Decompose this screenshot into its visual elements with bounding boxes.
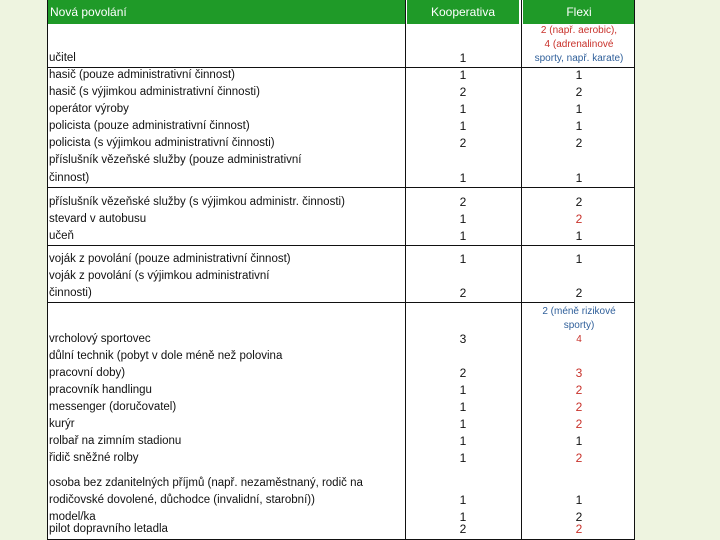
occupation-name: učeň — [49, 230, 74, 242]
kooperativa-value: 1 — [459, 229, 467, 243]
flexi-value: 2 — [575, 195, 583, 209]
kooperativa-value: 1 — [459, 417, 467, 431]
occupation-name: rodičovské dovolené, důchodce (invalidní, starobní)) — [49, 494, 315, 506]
flexi-value: 1 — [575, 252, 583, 266]
table-row — [47, 475, 635, 492]
table-row — [47, 170, 635, 187]
table-row — [47, 348, 635, 365]
occupation-name: kurýr — [49, 418, 75, 430]
occupation-name: učitel — [49, 52, 76, 64]
kooperativa-value: 2 — [459, 136, 467, 150]
kooperativa-value: 1 — [459, 434, 467, 448]
kooperativa-value: 1 — [459, 451, 467, 465]
flexi-value: 2 — [575, 417, 583, 431]
note-line: 2 (méně rizikové — [542, 306, 616, 317]
occupation-name: řidič sněžné rolby — [49, 452, 139, 464]
kooperativa-value: 2 — [459, 85, 467, 99]
kooperativa-value: 1 — [459, 119, 467, 133]
occupation-name: stevard v autobusu — [49, 213, 147, 225]
note-line: sporty) — [563, 320, 595, 331]
kooperativa-value: 1 — [459, 102, 467, 116]
flexi-value: 1 — [575, 68, 583, 82]
flexi-value: 2 — [575, 136, 583, 150]
occupation-name: hasič (s výjimkou administrativní činnosti) — [49, 86, 260, 98]
occupation-name: hasič (pouze administrativní činnost) — [49, 69, 235, 81]
occupation-name: policista (s výjimkou administrativní činnosti) — [49, 137, 275, 149]
table-row — [47, 251, 635, 268]
kooperativa-value: 2 — [459, 522, 467, 536]
flexi-value: 2 — [575, 400, 583, 414]
note-line: 2 (např. aerobic), — [540, 25, 618, 36]
occupation-name: voják z povolání (pouze administrativní činnost) — [49, 253, 291, 265]
kooperativa-value: 2 — [459, 286, 467, 300]
flexi-value: 1 — [575, 493, 583, 507]
occupation-name: model/ka — [49, 511, 96, 523]
occupation-name: činnost) — [49, 172, 90, 184]
flexi-value: 2 — [575, 383, 583, 397]
flexi-value: 2 — [575, 286, 583, 300]
occupation-name: voják z povolání (s výjimkou administrativní — [49, 270, 270, 282]
table-row — [47, 450, 635, 467]
kooperativa-value: 1 — [459, 171, 467, 185]
occupation-name: osoba bez zdanitelných příjmů (např. nezaměstnaný, rodič na — [49, 477, 363, 489]
flexi-value: 1 — [575, 102, 583, 116]
table-row — [47, 118, 635, 135]
kooperativa-value: 2 — [459, 366, 467, 380]
occupation-name: messenger (doručovatel) — [49, 401, 177, 413]
header-nova-povolani: Nová povolání — [47, 0, 406, 24]
occupation-name: pracovní doby) — [49, 367, 126, 379]
kooperativa-value: 1 — [459, 68, 467, 82]
flexi-value: 1 — [575, 229, 583, 243]
occupation-name: příslušník vězeňské služby (s výjimkou administr. činnosti) — [49, 196, 345, 208]
kooperativa-value: 1 — [459, 252, 467, 266]
kooperativa-value: 1 — [459, 510, 467, 524]
group-divider — [47, 245, 635, 246]
kooperativa-value: 1 — [459, 493, 467, 507]
flexi-value: 2 — [575, 212, 583, 226]
header-kooperativa: Kooperativa — [407, 0, 519, 24]
header-flexi: Flexi — [523, 0, 635, 24]
table-row — [47, 433, 635, 450]
occupation-name: pilot dopravního letadla — [49, 523, 168, 535]
table-row — [47, 416, 635, 433]
table-row — [47, 84, 635, 101]
flexi-value: 2 — [575, 85, 583, 99]
flexi-value: 2 — [575, 451, 583, 465]
table-row — [47, 331, 635, 348]
table-row — [47, 521, 635, 538]
occupation-name: příslušník vězeňské služby (pouze administrativní — [49, 154, 302, 166]
kooperativa-value: 1 — [459, 51, 467, 65]
occupation-name: rolbař na zimním stadionu — [49, 435, 182, 447]
table-row — [47, 135, 635, 152]
table-row — [47, 285, 635, 302]
table-row — [47, 50, 635, 67]
occupation-table — [47, 0, 635, 540]
occupation-name: vrcholový sportovec — [49, 333, 151, 345]
group-divider — [47, 302, 635, 303]
group-divider — [47, 187, 635, 188]
occupation-name: pracovník handlingu — [49, 384, 152, 396]
occupation-name: operátor výroby — [49, 103, 129, 115]
table-row — [47, 228, 635, 245]
note-line: 4 (adrenalinové — [544, 39, 614, 50]
table-row — [47, 194, 635, 211]
flexi-value: 3 — [575, 366, 583, 380]
table-row — [47, 382, 635, 399]
flexi-value: 2 — [575, 522, 583, 536]
occupation-name: důlní technik (pobyt v dole méně než polovina — [49, 350, 283, 362]
flexi-value: 1 — [575, 171, 583, 185]
table-row — [47, 492, 635, 509]
kooperativa-value: 2 — [459, 195, 467, 209]
kooperativa-value: 3 — [459, 332, 467, 346]
table-row — [47, 211, 635, 228]
note-line: sporty, např. karate) — [534, 53, 624, 64]
kooperativa-value: 1 — [459, 212, 467, 226]
occupation-name: policista (pouze administrativní činnost) — [49, 120, 250, 132]
flexi-value: 1 — [575, 119, 583, 133]
flexi-value: 2 — [575, 510, 583, 524]
table-row — [47, 101, 635, 118]
table-row — [47, 365, 635, 382]
occupation-name: činnosti) — [49, 287, 92, 299]
table-row — [47, 152, 635, 169]
table-row — [47, 67, 635, 84]
flexi-value: 1 — [575, 434, 583, 448]
table-row — [47, 268, 635, 285]
kooperativa-value: 1 — [459, 400, 467, 414]
note-line: 4 — [576, 334, 582, 345]
table-row — [47, 399, 635, 416]
kooperativa-value: 1 — [459, 383, 467, 397]
